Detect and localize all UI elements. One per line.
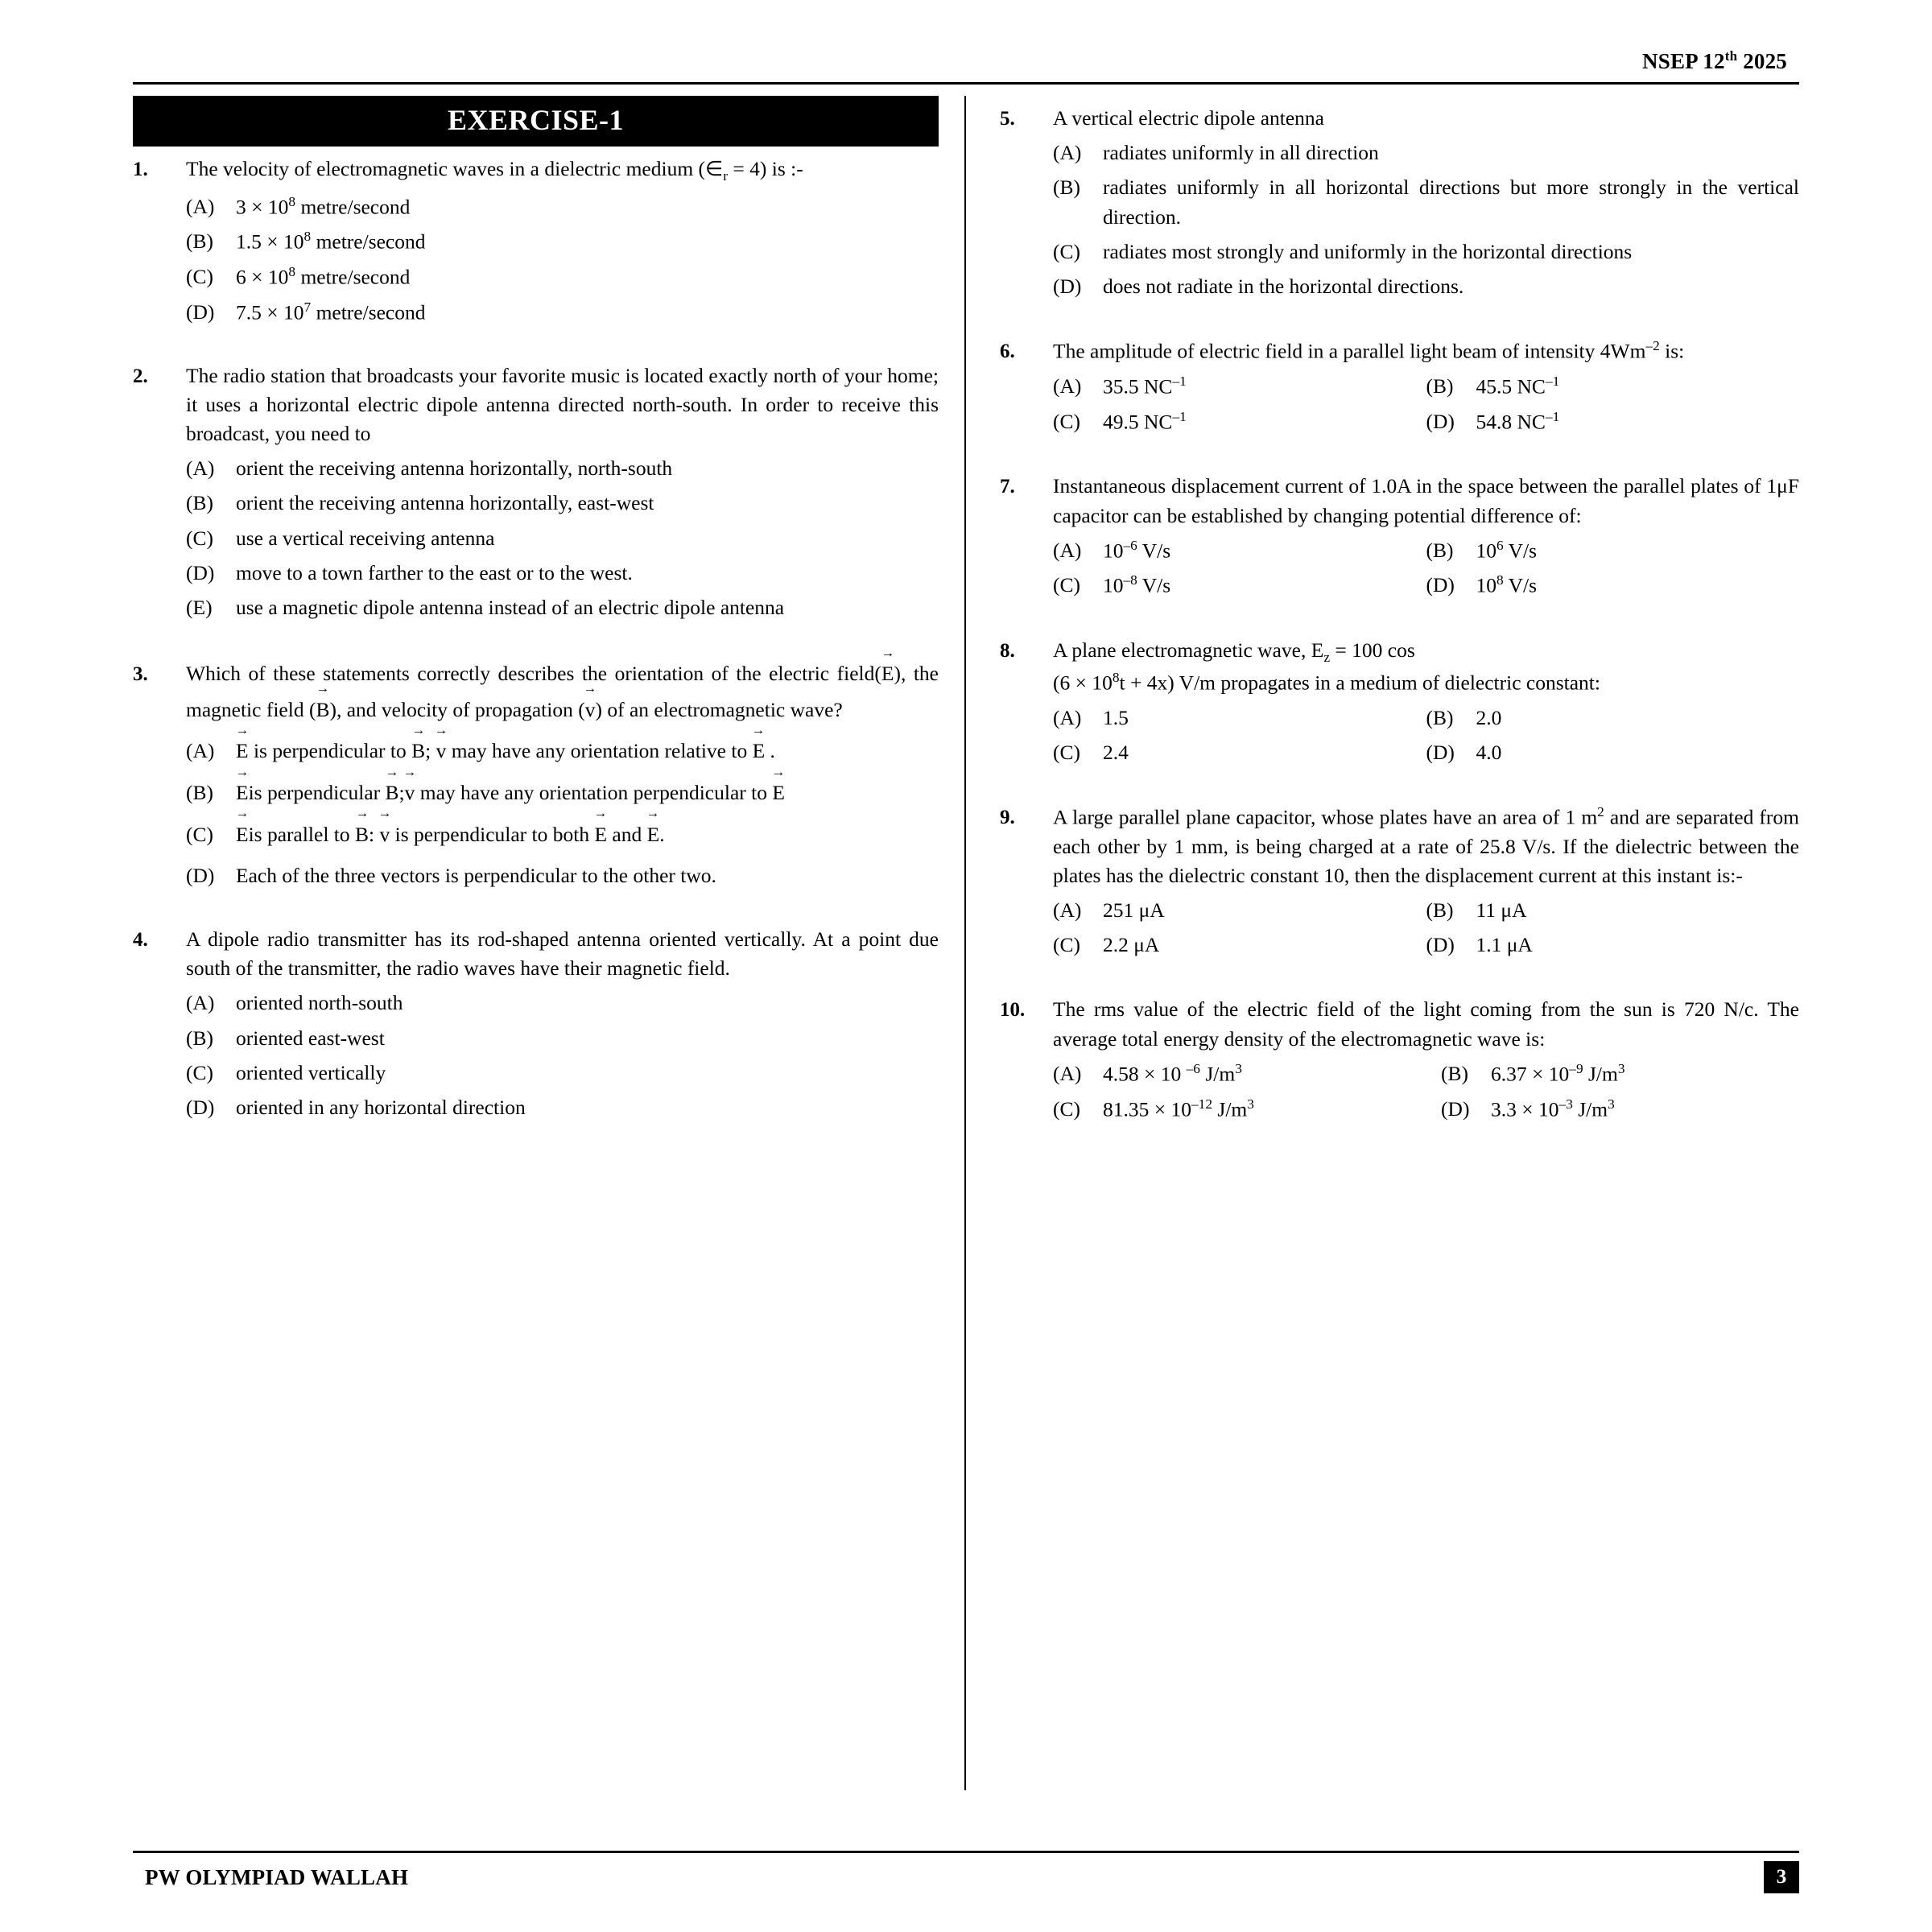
option-label-c: (C)	[186, 1060, 213, 1084]
question-8	[1000, 636, 1799, 767]
option-b-value: 45.5 NC	[1476, 374, 1546, 398]
option-c-unit-exponent: 3	[1247, 1096, 1254, 1112]
option-d-unit: V/s	[1503, 573, 1538, 597]
epsilon-subscript: r	[723, 168, 729, 184]
option-c-part-1: is parallel to	[248, 822, 350, 846]
question-9-stem-exponent: 2	[1597, 803, 1604, 819]
option-b-unit-exponent: 3	[1617, 1060, 1625, 1076]
option-label-e: (E)	[186, 595, 213, 619]
option-c-unit: J/m	[1212, 1097, 1248, 1121]
question-2-stem: The radio station that broadcasts your favorite music is located exactly north of your home; it uses a horizontal electric dipole antenna directed north-south. In order to receive this broadcast, you need to	[186, 363, 939, 445]
question-8-number: 8.	[1000, 640, 1015, 663]
option-a-value: 10	[1103, 539, 1124, 563]
question-9-stem-part-a: A large parallel plane capacitor, whose plates have an area of 1 m	[1053, 805, 1598, 829]
question-8-option-a	[1053, 704, 1426, 733]
option-a-unit: metre/second	[295, 195, 411, 219]
question-7-number: 7.	[1000, 476, 1015, 498]
option-label-c: (C)	[1053, 740, 1080, 764]
question-6-stem	[1053, 336, 1799, 366]
option-c-text: E →is parallel to B →: v → is perpendicular to both E → and E →.	[236, 817, 939, 853]
option-a-exponent: –6	[1186, 1060, 1200, 1076]
option-a-text	[236, 192, 939, 222]
option-b-part-1: is perpendicular	[248, 781, 381, 805]
question-6-number: 6.	[1000, 341, 1015, 363]
question-4-option-d	[186, 1093, 939, 1122]
option-c-part-3: is perpendicular to both	[394, 822, 590, 846]
option-label-d: (D)	[1053, 275, 1082, 299]
vector-E: E →	[236, 733, 249, 770]
question-8-stem-part-a: A plane electromagnetic wave, E	[1053, 638, 1324, 663]
question-1-epsilon	[705, 157, 729, 184]
vector-v: v →	[585, 692, 596, 729]
option-label-c: (C)	[186, 526, 213, 550]
option-d-value: 54.8 NC	[1476, 410, 1546, 434]
question-5-option-d	[1053, 272, 1799, 301]
question-9-number: 9.	[1000, 806, 1015, 828]
option-label-d: (D)	[1426, 573, 1455, 597]
option-label-b: (B)	[186, 229, 213, 254]
question-6-stem-part-a: The amplitude of electric field in a parallel light beam of intensity 4Wm	[1053, 339, 1646, 363]
option-label-c: (C)	[186, 822, 213, 846]
option-c-text: oriented vertically	[236, 1060, 386, 1084]
option-label-c: (C)	[1053, 933, 1080, 957]
vector-E-paren: (E →)	[874, 662, 901, 685]
question-10-options-row-1	[1053, 1059, 1799, 1089]
option-b-unit: metre/second	[311, 229, 426, 254]
question-2-option-d	[186, 559, 939, 588]
option-a-exponent: 8	[288, 193, 296, 209]
question-3-option-c	[186, 817, 939, 853]
question-3-option-a	[186, 733, 939, 770]
question-6-options-row-1	[1053, 372, 1799, 402]
question-3-number: 3.	[133, 663, 148, 686]
question-6-option-c	[1053, 407, 1426, 437]
option-label-c: (C)	[1053, 239, 1080, 263]
question-5-option-b	[1053, 173, 1799, 231]
option-label-d: (D)	[1426, 933, 1455, 957]
option-label-b: (B)	[186, 491, 213, 515]
vector-B: B →	[411, 733, 425, 770]
option-d-unit: metre/second	[311, 300, 426, 324]
question-7-options-row-1	[1053, 536, 1799, 566]
question-5-option-a	[1053, 138, 1799, 167]
option-c-text	[1103, 407, 1426, 437]
option-c-text: 2.4	[1103, 740, 1129, 764]
question-9-option-d	[1426, 931, 1800, 960]
question-8-option-d	[1426, 738, 1800, 767]
option-a-text	[1103, 536, 1426, 566]
option-c-sep: :	[369, 822, 375, 846]
option-c-exponent: –8	[1123, 572, 1137, 588]
option-a-value: 35.5 NC	[1103, 374, 1173, 398]
option-label-c: (C)	[186, 265, 213, 289]
option-label-a: (A)	[186, 991, 215, 1015]
option-label-c: (C)	[1053, 409, 1080, 433]
question-9-option-c	[1053, 931, 1426, 960]
option-c-value: 6 × 10	[236, 265, 289, 289]
option-label-b: (B)	[1426, 705, 1454, 729]
vector-v-paren: (v →)	[578, 698, 602, 721]
option-b-unit: V/s	[1503, 539, 1538, 563]
option-label-a: (A)	[1053, 538, 1082, 562]
option-label-a: (A)	[1053, 705, 1082, 729]
option-a-text: 251 μA	[1103, 898, 1165, 923]
option-b-text	[236, 775, 939, 811]
option-a-text: E → is perpendicular to B →; v → may have any orientation relative to E → .	[236, 733, 939, 770]
option-label-d: (D)	[186, 299, 215, 324]
option-d-exponent: 7	[303, 299, 312, 315]
option-b-value: 1.5 × 10	[236, 229, 304, 254]
option-b-unit: J/m	[1583, 1062, 1618, 1086]
option-c-unit: metre/second	[295, 265, 411, 289]
option-b-part-3: may have any orientation perpendicular to	[419, 781, 767, 805]
option-c-unit: V/s	[1137, 573, 1171, 597]
option-a-value: 4.58 × 10	[1103, 1062, 1187, 1086]
question-1-option-c	[186, 262, 939, 292]
question-3-stem-part-1: Which of these statements correctly describes the orientation of the electric field	[186, 662, 875, 686]
question-7	[1000, 472, 1799, 601]
option-c-exponent: –12	[1191, 1096, 1213, 1112]
question-9-options-row-2	[1053, 931, 1799, 960]
option-label-d: (D)	[1426, 409, 1455, 433]
question-5-option-c	[1053, 237, 1799, 266]
question-8-options-row-1	[1053, 704, 1799, 733]
option-label-a: (A)	[1053, 374, 1082, 398]
question-1-option-d	[186, 298, 939, 328]
page-footer	[133, 1851, 1799, 1893]
question-3-option-b	[186, 775, 939, 811]
question-8-stem	[1053, 636, 1799, 697]
header-exam-year: 2025	[1737, 49, 1787, 73]
question-1-stem-part-a: The velocity of electromagnetic waves in a dielectric medium (	[186, 157, 706, 180]
option-a-text: oriented north-south	[236, 991, 403, 1015]
question-7-option-c	[1053, 571, 1426, 601]
vector-B: B →	[386, 775, 399, 811]
vector-B: B →	[355, 817, 369, 853]
option-a-text: 1.5	[1103, 705, 1129, 729]
option-label-b: (B)	[1426, 538, 1454, 562]
epsilon-symbol: ∈	[705, 157, 724, 180]
question-3	[133, 656, 939, 894]
option-b-value: 10	[1476, 539, 1496, 563]
option-a-unit: J/m	[1199, 1062, 1236, 1086]
vector-v: v →	[379, 817, 390, 853]
header-divider	[133, 82, 1799, 85]
option-d-text: does not radiate in the horizontal directions.	[1103, 275, 1464, 299]
option-b-sep: ;	[398, 781, 405, 805]
question-6-option-a	[1053, 372, 1426, 402]
option-a-part-3: may have any orientation relative to	[451, 739, 748, 763]
question-4	[133, 925, 939, 1122]
option-label-a: (A)	[1053, 898, 1082, 923]
option-b-text: 2.0	[1476, 705, 1502, 729]
two-column-body	[133, 96, 1799, 1790]
question-7-stem: Instantaneous displacement current of 1.0A in the space between the parallel plates of 1μF capacitor can be established by changing potential difference of:	[1053, 474, 1799, 527]
option-c-value: 81.35 × 10	[1103, 1097, 1192, 1121]
option-d-value: 10	[1476, 573, 1496, 597]
option-label-d: (D)	[1426, 740, 1455, 764]
option-b-text: radiates uniformly in all horizontal directions but more strongly in the vertical direction.	[1103, 175, 1799, 229]
option-label-b: (B)	[1426, 898, 1454, 923]
question-4-number: 4.	[133, 928, 148, 951]
option-b-exponent: –1	[1545, 373, 1560, 389]
question-10-options-row-2	[1053, 1095, 1799, 1125]
left-column	[133, 96, 966, 1790]
question-8-stem-part-c: (6 × 10	[1053, 671, 1113, 695]
question-8-option-c	[1053, 738, 1426, 767]
option-d-text: Each of the three vectors is perpendicular to the other two.	[236, 864, 716, 888]
vector-E: E →	[236, 775, 249, 811]
vector-E: E →	[772, 775, 785, 811]
option-c-part-4: and	[612, 822, 642, 846]
question-10	[1000, 995, 1799, 1124]
vector-v: v →	[436, 733, 447, 770]
vector-E: E →	[594, 817, 607, 853]
page-header	[133, 48, 1799, 74]
question-3-stem	[186, 656, 939, 728]
option-label-a: (A)	[1053, 141, 1082, 165]
question-6-option-d	[1426, 407, 1800, 437]
option-d-text	[1476, 407, 1800, 437]
question-1-number: 1.	[133, 159, 148, 180]
option-b-text	[1476, 536, 1800, 566]
question-7-option-b	[1426, 536, 1800, 566]
option-a-text: orient the receiving antenna horizontally, north-south	[236, 456, 673, 481]
option-d-text	[1476, 571, 1800, 601]
question-3-stem-part-2: , the magnetic field	[186, 662, 939, 721]
vector-E: E →	[647, 817, 660, 853]
option-a-exponent: –6	[1123, 537, 1137, 553]
question-9-option-a	[1053, 896, 1426, 925]
question-1-option-b	[186, 227, 939, 257]
question-3-option-d	[186, 858, 939, 894]
question-9-options-row-1	[1053, 896, 1799, 925]
option-d-text	[1491, 1095, 1799, 1125]
question-2-option-a	[186, 454, 939, 483]
header-exam-ordinal: th	[1724, 48, 1738, 64]
question-2-option-b	[186, 489, 939, 518]
option-label-a: (A)	[186, 194, 215, 218]
vector-B: B →	[316, 692, 329, 729]
option-c-value: 49.5 NC	[1103, 410, 1173, 434]
option-d-unit: J/m	[1572, 1097, 1608, 1121]
question-1-stem-part-b: = 4) is :-	[733, 157, 803, 180]
question-5-number: 5.	[1000, 108, 1015, 130]
option-d-exponent: 8	[1496, 572, 1504, 588]
option-c-text	[1103, 1095, 1441, 1125]
question-9-stem-part-b: and are separated from each other by 1 mm, is being charged at a rate of 25.8 V/s. If the dielectric between the plates has the dielectric constant 10, then the displacement current at this instant is:-	[1053, 805, 1799, 887]
option-label-d: (D)	[1441, 1096, 1470, 1121]
question-5	[1000, 104, 1799, 301]
question-5-stem: A vertical electric dipole antenna	[1053, 106, 1325, 130]
option-label-d: (D)	[186, 864, 215, 888]
question-2	[133, 361, 939, 623]
question-10-number: 10.	[1000, 999, 1026, 1022]
option-a-value: 3 × 10	[236, 195, 289, 219]
header-exam-name: NSEP 12	[1642, 49, 1725, 73]
question-8-stem-part-d: t + 4x) V/m propagates in a medium of dielectric constant:	[1119, 671, 1600, 695]
question-3-stem-part-4: of an electromagnetic wave?	[607, 697, 843, 721]
option-label-d: (D)	[186, 560, 215, 584]
right-column	[966, 96, 1799, 1790]
option-b-value: 6.37 × 10	[1491, 1062, 1570, 1086]
option-a-sep: ;	[425, 739, 431, 763]
question-8-stem-part-b: = 100 cos	[1330, 638, 1415, 663]
question-4-option-b	[186, 1024, 939, 1053]
option-c-text: radiates most strongly and uniformly in the horizontal directions	[1103, 239, 1633, 263]
option-label-a: (A)	[186, 456, 215, 481]
option-a-part-1: is perpendicular to	[253, 739, 407, 763]
option-c-text: use a vertical receiving antenna	[236, 526, 495, 550]
option-b-text	[1476, 372, 1800, 402]
option-e-text: use a magnetic dipole antenna instead of an electric dipole antenna	[236, 595, 785, 619]
vector-B-paren: (B →)	[309, 698, 336, 721]
question-4-option-c	[186, 1059, 939, 1088]
option-a-text	[1103, 1059, 1441, 1089]
option-a-exponent: –1	[1172, 373, 1187, 389]
vector-E: E →	[881, 656, 894, 692]
option-label-b: (B)	[1426, 374, 1454, 398]
question-10-option-a	[1053, 1059, 1441, 1089]
footer-divider	[133, 1851, 1799, 1853]
exercise-banner: EXERCISE-1	[133, 96, 939, 147]
question-9-stem	[1053, 803, 1799, 890]
option-b-text: orient the receiving antenna horizontally, east-west	[236, 491, 654, 515]
option-b-exponent: 6	[1496, 537, 1504, 553]
question-4-stem: A dipole radio transmitter has its rod-shaped antenna oriented vertically. At a point due south of the transmitter, the radio waves have their magnetic field.	[186, 927, 939, 980]
option-label-b: (B)	[186, 781, 213, 805]
question-8-stem-exponent: 8	[1112, 669, 1120, 685]
question-2-option-c	[186, 524, 939, 553]
option-label-b: (B)	[1053, 175, 1080, 200]
option-b-exponent: –9	[1569, 1060, 1583, 1076]
option-b-text: 11 μA	[1476, 898, 1527, 923]
question-6	[1000, 336, 1799, 436]
option-b-text: oriented east-west	[236, 1026, 385, 1050]
vector-E: E →	[236, 817, 249, 853]
option-a-unit: V/s	[1137, 539, 1171, 563]
question-7-option-a	[1053, 536, 1426, 566]
option-label-a: (A)	[1053, 1061, 1082, 1085]
option-label-d: (D)	[186, 1095, 215, 1119]
option-d-exponent: –3	[1558, 1096, 1573, 1112]
option-c-text	[1103, 571, 1426, 601]
question-8-options-row-2	[1053, 738, 1799, 767]
option-b-exponent: 8	[303, 229, 312, 245]
question-4-option-a	[186, 989, 939, 1018]
footer-brand: PW OLYMPIAD WALLAH	[145, 1864, 409, 1889]
option-b-text	[1491, 1059, 1799, 1089]
question-9	[1000, 803, 1799, 960]
option-d-text: oriented in any horizontal direction	[236, 1095, 526, 1119]
question-7-options-row-2	[1053, 571, 1799, 601]
option-b-text	[236, 227, 939, 257]
option-a-unit-exponent: 3	[1235, 1060, 1242, 1076]
question-6-stem-exponent: –2	[1645, 338, 1660, 354]
option-d-text: 4.0	[1476, 740, 1502, 764]
vector-E: E →	[753, 733, 766, 770]
option-label-a: (A)	[186, 739, 215, 763]
option-d-value: 3.3 × 10	[1491, 1097, 1559, 1121]
question-10-option-d	[1441, 1095, 1799, 1125]
option-a-text	[1103, 372, 1426, 402]
question-1	[133, 155, 939, 328]
question-6-option-b	[1426, 372, 1800, 402]
question-2-option-e	[186, 593, 939, 622]
option-c-value: 10	[1103, 573, 1124, 597]
question-2-number: 2.	[133, 365, 148, 387]
option-label-b: (B)	[186, 1026, 213, 1050]
question-10-option-b	[1441, 1059, 1799, 1089]
option-label-c: (C)	[1053, 1096, 1080, 1121]
question-1-option-a	[186, 192, 939, 222]
question-10-stem: The rms value of the electric field of the light coming from the sun is 720 N/c. The average total energy density of the electromagnetic wave is:	[1053, 997, 1799, 1051]
option-d-value: 7.5 × 10	[236, 300, 304, 324]
vector-v: v →	[405, 775, 415, 811]
option-d-text	[236, 298, 939, 328]
question-8-stem-subscript: z	[1323, 650, 1331, 666]
option-c-exponent: 8	[288, 264, 296, 280]
option-label-c: (C)	[1053, 573, 1080, 597]
page-number-badge: 3	[1764, 1861, 1799, 1893]
option-c-text	[236, 262, 939, 292]
option-d-text: 1.1 μA	[1476, 933, 1533, 957]
question-3-stem-part-3: , and velocity of propagation	[336, 697, 573, 721]
question-8-option-b	[1426, 704, 1800, 733]
question-6-options-row-2	[1053, 407, 1799, 437]
option-d-unit-exponent: 3	[1608, 1096, 1615, 1112]
option-label-b: (B)	[1441, 1061, 1469, 1085]
option-d-text: move to a town farther to the east or to the west.	[236, 560, 633, 584]
option-c-text: 2.2 μA	[1103, 933, 1160, 957]
question-1-stem	[186, 155, 939, 187]
option-d-exponent: –1	[1545, 408, 1560, 424]
question-6-stem-part-b: is:	[1659, 339, 1685, 363]
option-c-exponent: –1	[1172, 408, 1187, 424]
question-7-option-d	[1426, 571, 1800, 601]
question-9-option-b	[1426, 896, 1800, 925]
question-10-option-c	[1053, 1095, 1441, 1125]
option-a-text: radiates uniformly in all direction	[1103, 141, 1379, 165]
